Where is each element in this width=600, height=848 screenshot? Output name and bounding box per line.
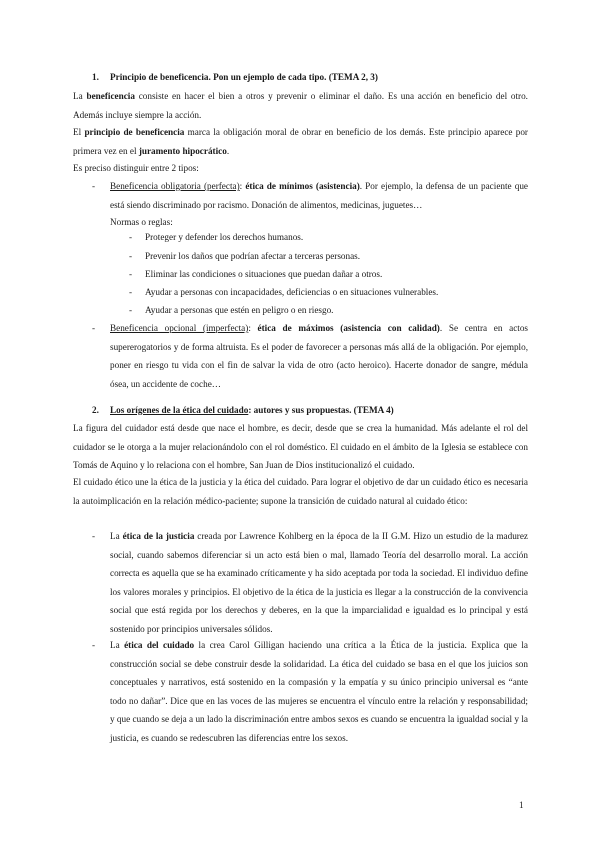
term-juramento: juramento hipocrático: [138, 145, 227, 156]
bullet-dash: -: [129, 232, 133, 242]
text: creada por Lawrence Kohlberg en la época de la II G.M. Hizo un estudio de la madurez social, cuando sabemos diferenciar si un acto está bien o mal, llamado Teoría del desarrollo moral. La acción correcta es aquella que se ha examinado críticamente y ha sido aceptada por toda la sociedad. El individuo define los valores morales y principios. El objetivo de la ética de la justicia es llegar a la construcción de la convivencia social que está regida por los derechos y deberes, en la que la imparcialidad e igualdad es lo principal y está sostenido por principios universales sólidos.: [110, 531, 529, 634]
bullet-dash: -: [92, 531, 96, 541]
bullet-dash: -: [92, 181, 96, 191]
text: El: [73, 127, 85, 137]
norm-item: Ayudar a personas con incapacidades, deficiencias o en situaciones vulnerables.: [145, 287, 439, 297]
term-principio: principio de beneficencia: [84, 127, 185, 137]
title-underlined: Los orígenes de la ética del cuidado: [110, 405, 249, 415]
title-rest: : autores y sus propuestas. (TEMA 4): [248, 405, 394, 415]
norm-item: Ayudar a personas que estén en peligro o en riesgo.: [145, 305, 334, 315]
bullet-dash: -: [92, 640, 96, 650]
term-minimos: ética de mínimos (asistencia): [245, 181, 360, 191]
text: .: [226, 145, 230, 156]
section-2-number: 2.: [92, 405, 99, 415]
s2-bullet-cuidado: [110, 636, 528, 747]
s1-bullet-opcional: [110, 319, 528, 393]
norm-item: Proteger y defender los derechos humanos.: [145, 232, 304, 242]
bullet-dash: -: [92, 323, 96, 333]
text: consiste en hacer el bien a otros y prevenir o eliminar el daño. Es una acción en beneficio del otro. Además incluye siempre la acción.: [73, 91, 528, 120]
norm-item: Eliminar las condiciones o situaciones que puedan dañar a otros.: [145, 269, 383, 279]
section-2-title: [110, 401, 394, 420]
s1-paragraph-tipos: Es preciso distinguir entre 2 tipos:: [73, 163, 199, 173]
s1-paragraph-beneficencia: [73, 87, 528, 124]
text: La: [110, 531, 123, 541]
term-cuidado: ética del cuidado: [124, 640, 195, 650]
bullet-dash: -: [129, 305, 133, 315]
text: marca la obligación moral de obrar en beneficio de los demás. Este principio aparece por primera vez en el: [73, 127, 528, 156]
s2-paragraph-figura: La figura del cuidador está desde que nace el hombre, es decir, desde que se crea la humanidad. Más adelante el rol del cuidador se le otorga a la mujer relacionándolo con el rol doméstico. El cuidado en el ámbito de la Iglesia se establece con Tomás de Aquino y lo relaciona con el hombre, San Juan de Dios institucionalizó el cuidado.: [73, 423, 528, 470]
bullet-dash: -: [129, 251, 133, 261]
term-beneficencia: beneficencia: [86, 91, 135, 101]
section-1-number: 1.: [92, 72, 99, 82]
norm-item: Prevenir los daños que podrían afectar a terceras personas.: [145, 251, 361, 261]
bullet-dash: -: [129, 287, 133, 297]
s1-bullet-obligatoria: [110, 177, 528, 214]
text: La: [73, 91, 87, 101]
term-obligatoria: Beneficencia obligatoria (perfecta): [110, 181, 240, 191]
section-1-title: Principio de beneficencia. Pon un ejemplo de cada tipo. (TEMA 2, 3): [110, 72, 378, 82]
text: :: [248, 323, 258, 333]
s2-paragraph-cuidado-etico: El cuidado ético une la ética de la justicia y la ética del cuidado. Para lograr el objetivo de dar un cuidado ético es necesaria la autoimplicación en la relación médico-paciente; supone la transición de cuidado natural al cuidado ético:: [73, 477, 528, 506]
term-justicia: ética de la justicia: [122, 531, 195, 541]
term-opcional: Beneficencia opcional (imperfecta): [110, 323, 249, 333]
page-number: 1: [519, 800, 524, 810]
bullet-dash: -: [129, 269, 133, 279]
text: . Se centra en actos supererogatorios y de forma altruista. Es el poder de favorecer a personas más allá de la obligación. Por ejemplo, poner en riesgo tu vida con el fin de salvar la vida de otro (acto heroico). Hacerte donador de sangre, médula ósea, un accidente de coche…: [110, 323, 528, 389]
text: La: [110, 640, 125, 650]
text: . Por ejemplo, la defensa de un paciente que está siendo discriminado por racismo. Donación de alimentos, medicinas, juguetes…: [110, 181, 528, 210]
term-maximos: ética de máximos (asistencia con calidad): [257, 323, 440, 333]
s2-bullet-justicia: [110, 527, 528, 638]
text: :: [239, 181, 246, 191]
text: la crea Carol Gilligan haciendo una crítica a la Ética de la justicia. Explica que la construcción social se debe construir desde la solidaridad. La ética del cuidado se basa en el que los juicios son conceptuales y narrativos, está sostenido en la compasión y la empatía y su único principio universal es “ante todo no dañar”. Dice que en las voces de las mujeres se encuentra el vínculo entre la relación y responsabilidad; y que cuando se deja a un lado la discriminación entre ambos sexos es cuando se encuentra la igualdad social y la justicia, es cuando se redescubren las diferencias entre los sexos.: [110, 640, 528, 743]
norms-label: Normas o reglas:: [110, 217, 173, 227]
s1-paragraph-principio: [73, 123, 528, 160]
